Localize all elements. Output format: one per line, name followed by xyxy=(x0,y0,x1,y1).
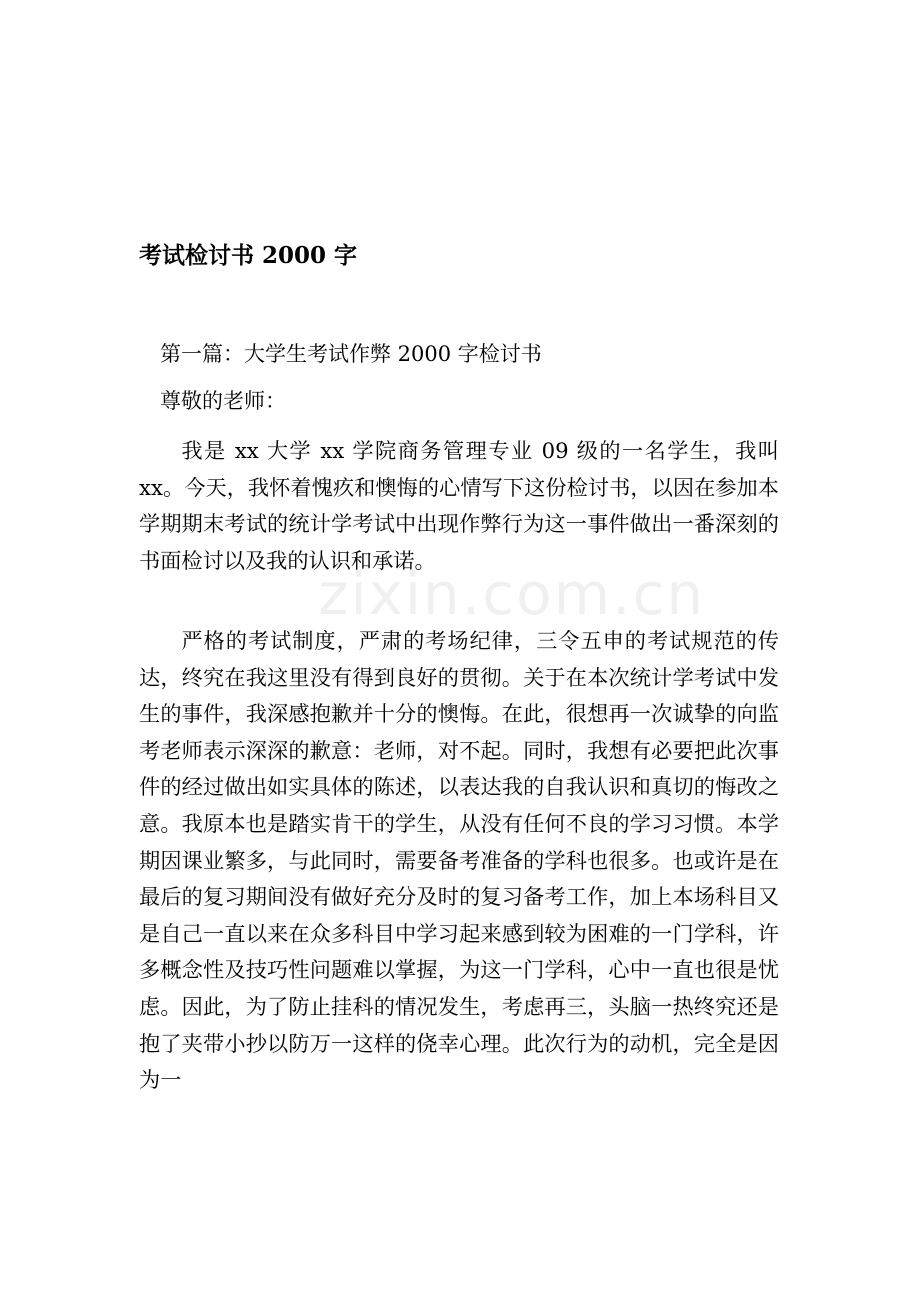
salutation: 尊敬的老师： xyxy=(160,389,286,413)
section-heading: 第一篇：大学生考试作弊 2000 字检讨书 xyxy=(160,342,542,366)
body-paragraph-2: 严格的考试制度，严肃的考场纪律，三令五申的考试规范的传达，终究在我这里没有得到良好的贯彻。关于在本次统计学考试中发生的事件，我深感抱歉并十分的懊悔。在此，很想再一次诚挚的向监考老师表示深深的歉意：老师，对不起。同时，我想有必要把此次事件的经过做出如实具体的陈述，以表达我的自我认识和真切的悔改之意。我原本也是踏实肯干的学生，从没有任何不良的学习习惯。本学期因课业繁多，与此同时，需要备考准备的学科也很多。也或许是在最后的复习期间没有做好充分及时的复习备考工作，加上本场科目又是自己一直以来在众多科目中学习起来感到较为困难的一门学科，许多概念性及技巧性问题难以掌握，为这一门学科，心中一直也很是忧虑。因此，为了防止挂科的情况发生，考虑再三，头脑一热终究还是抱了夹带小抄以防万一这样的侥幸心理。此次行为的动机，完全是因为一 xyxy=(139,628,779,1093)
document-title: 考试检讨书 2000 字 xyxy=(139,242,358,269)
body-paragraph-1: 我是 xx 大学 xx 学院商务管理专业 09 级的一名学生，我叫 xx。今天，我怀着愧疚和懊悔的心情写下这份检讨书，以因在参加本学期期末考试的统计学考试中出现作弊行为这一事件做出一番深刻的书面检讨以及我的认识和承诺。 xyxy=(139,438,779,573)
watermark: zixin.com.cn xyxy=(318,560,706,628)
